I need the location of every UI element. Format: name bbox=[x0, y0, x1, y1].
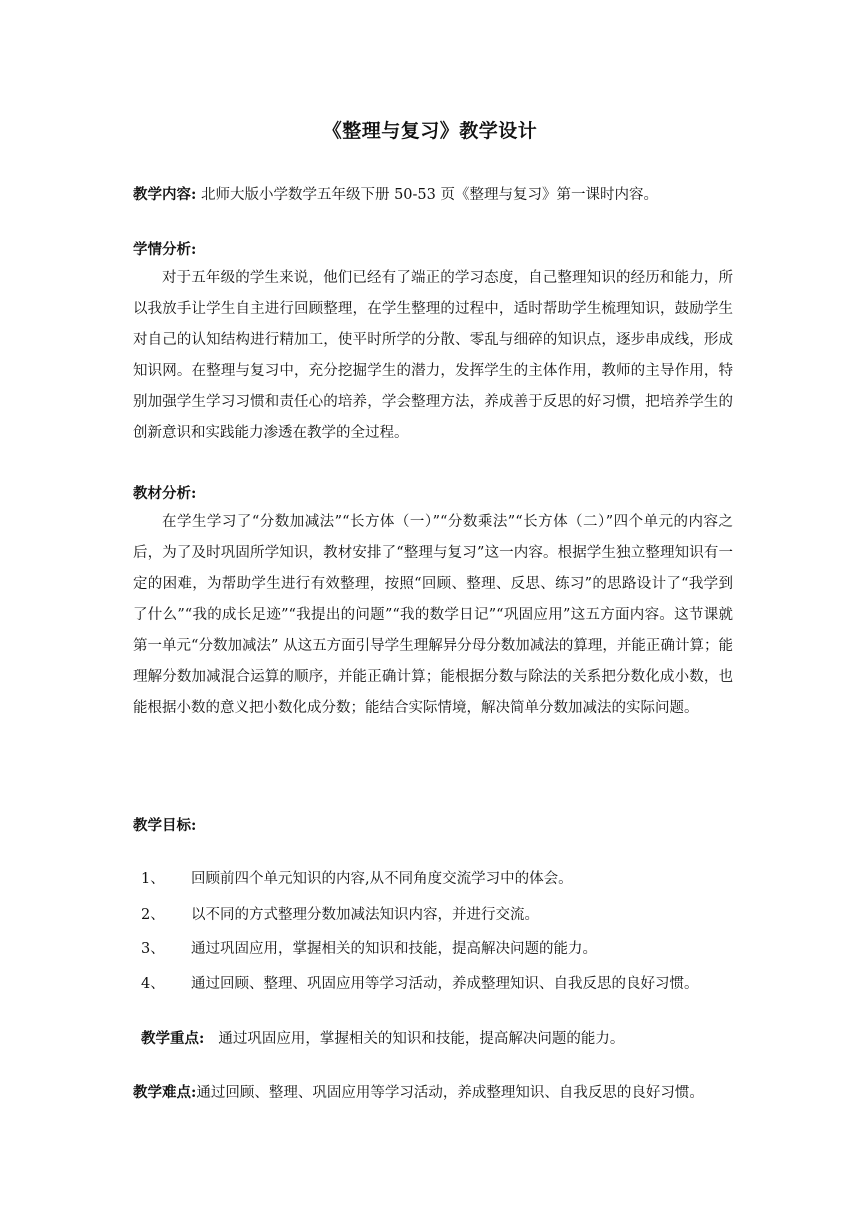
key-point-text: 通过巩固应用，掌握相关的知识和技能，提高解决问题的能力。 bbox=[218, 1031, 625, 1047]
goal-item bbox=[141, 903, 741, 924]
difficulty-text: 通过回顾、整理、巩固应用等学习活动，养成整理知识、自我反思的良好习惯。 bbox=[196, 1085, 704, 1101]
teaching-content bbox=[133, 183, 733, 204]
goal-text: 以不同的方式整理分数加减法知识内容，并进行交流。 bbox=[191, 907, 539, 923]
textbook-analysis-paragraph: 在学生学习了“分数加减法”“长方体（一）”“分数乘法”“长方体（二）”四个单元的内容之后，为了及时巩固所学知识，教材安排了“整理与复习”这一内容。根据学生独立整理知识有一定的困难，为帮助学生进行有效整理，按照“回顾、整理、反思、练习”的思路设计了“我学到了什么”“我的成长足迹”“我提出的问题”“我的数学日记”“巩固应用”这五方面内容。这节课就第一单元“分数加减法” 从这五方面引导学生理解异分母分数加减法的算理，并能正确计算；能理解分数加减混合运算的顺序，并能正确计算；能根据分数与除法的关系把分数化成小数，也能根据小数的意义把小数化成分数；能结合实际情境，解决简单分数加减法的实际问题。 bbox=[133, 514, 733, 716]
teaching-content-text: 北师大版小学数学五年级下册 50-53 页《整理与复习》第一课时内容。 bbox=[196, 187, 658, 203]
goal-item bbox=[141, 867, 741, 888]
student-analysis-paragraph: 对于五年级的学生来说，他们已经有了端正的学习态度，自己整理知识的经历和能力，所以我放手让学生自主进行回顾整理，在学生整理的过程中，适时帮助学生梳理知识，鼓励学生对自己的认知结构进行精加工，使平时所学的分散、零乱与细碎的知识点，逐步串成线，形成知识网。在整理与复习中，充分挖掘学生的潜力，发挥学生的主体作用，教师的主导作用，特别加强学生学习习惯和责任心的培养，学会整理方法，养成善于反思的好习惯，把培养学生的创新意识和实践能力渗透在教学的全过程。 bbox=[133, 270, 733, 441]
goal-text: 通过巩固应用，掌握相关的知识和技能，提高解决问题的能力。 bbox=[191, 941, 597, 957]
page-title: 《整理与复习》教学设计 bbox=[322, 120, 538, 142]
teaching-goals-heading: 教学目标: bbox=[133, 817, 197, 834]
goal-number: 4、 bbox=[141, 976, 165, 992]
student-analysis-heading: 学情分析: bbox=[133, 241, 197, 258]
goal-number: 2、 bbox=[141, 907, 165, 923]
goal-number: 1、 bbox=[141, 871, 165, 887]
goal-item bbox=[141, 972, 741, 993]
goal-text: 通过回顾、整理、巩固应用等学习活动，养成整理知识、自我反思的良好习惯。 bbox=[191, 976, 699, 992]
key-point-label: 教学重点: bbox=[141, 1030, 205, 1047]
difficulty-point bbox=[133, 1081, 733, 1102]
difficulty-label: 教学难点: bbox=[133, 1084, 197, 1101]
teaching-content-label: 教学内容: bbox=[133, 186, 197, 203]
textbook-analysis-heading: 教材分析: bbox=[133, 485, 197, 502]
goal-text: 回顾前四个单元知识的内容,从不同角度交流学习中的体会。 bbox=[191, 871, 573, 887]
goal-item bbox=[141, 937, 741, 958]
goal-number: 3、 bbox=[141, 941, 165, 957]
key-point bbox=[141, 1027, 741, 1048]
